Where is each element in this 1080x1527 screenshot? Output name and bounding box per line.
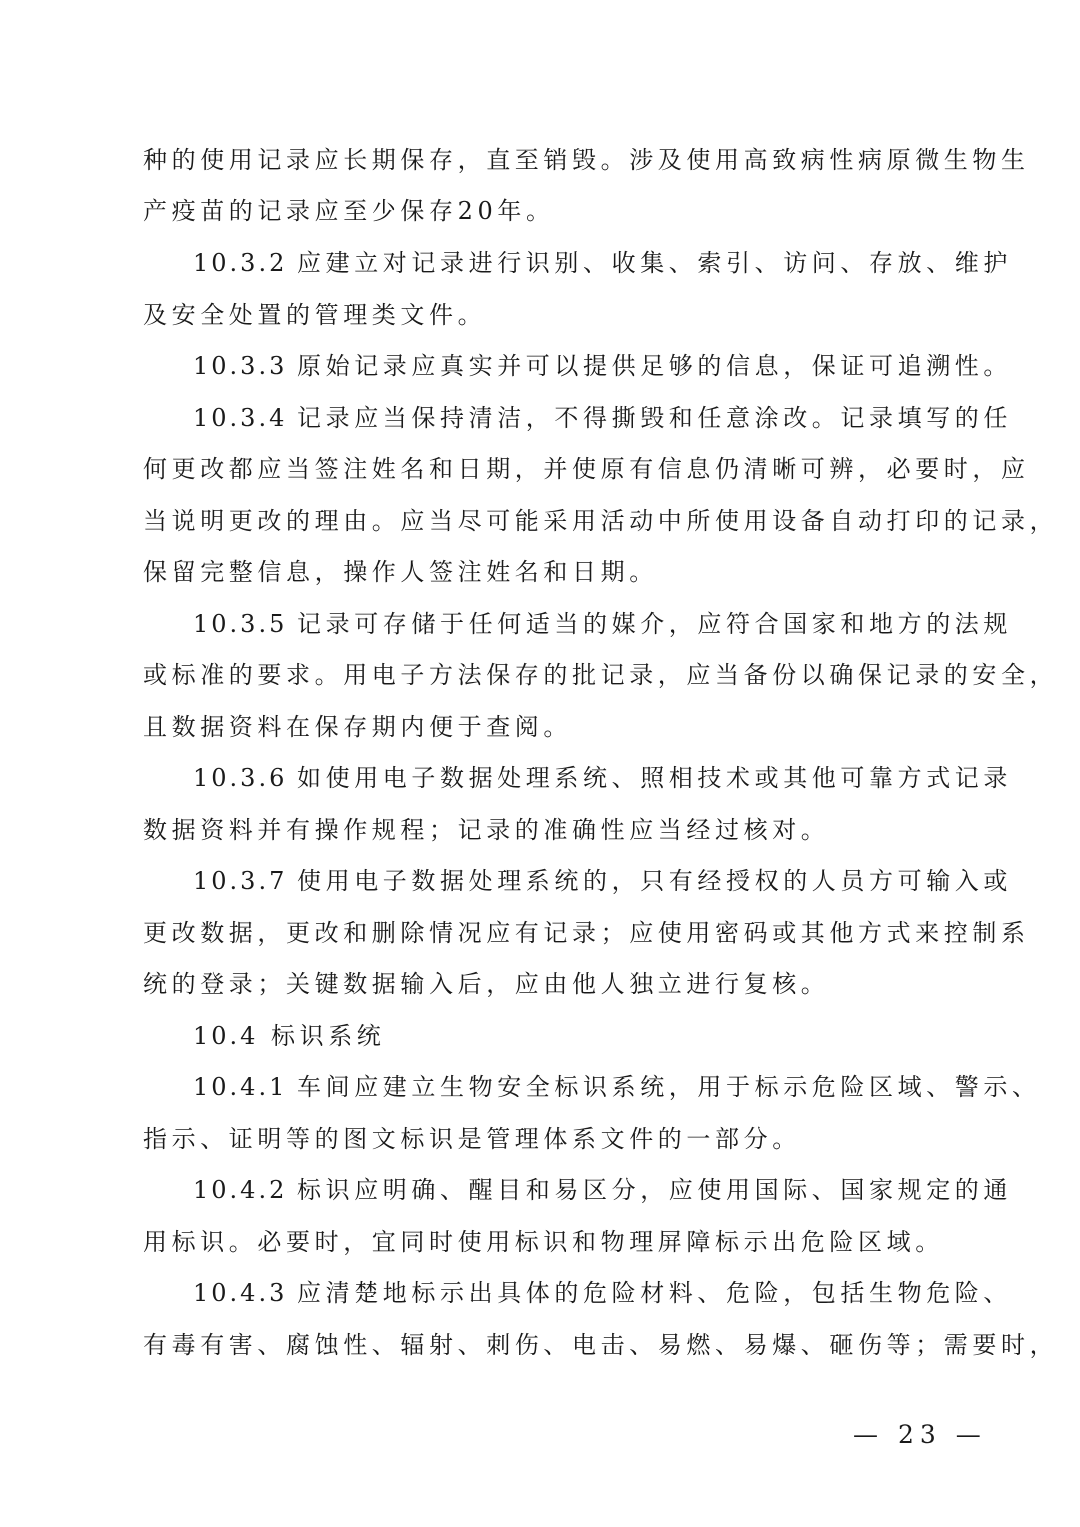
clause-number: 10.3.5 xyxy=(193,610,288,638)
text-line: 或标准的要求。用电子方法保存的批记录，应当备份以确保记录的安全， xyxy=(143,661,1059,689)
clause-text: 标识应明确、醒目和易区分，应使用国际、国家规定的通 xyxy=(297,1176,1012,1204)
clause-text: 应清楚地标示出具体的危险材料、危险，包括生物危险、 xyxy=(297,1279,1012,1307)
text-line: 且数据资料在保存期内便于查阅。 xyxy=(143,713,572,741)
clause-number: 10.4.3 xyxy=(193,1279,288,1307)
clause-10-3-2 xyxy=(193,243,1012,283)
clause-text: 如使用电子数据处理系统、照相技术或其他可靠方式记录 xyxy=(297,764,1012,792)
clause-text: 记录应当保持清洁，不得撕毁和任意涂改。记录填写的任 xyxy=(297,404,1012,432)
page-number: — 23 — xyxy=(853,1420,987,1449)
section-title: 标识系统 xyxy=(271,1022,386,1050)
text-line: 及安全处置的管理类文件。 xyxy=(143,301,487,329)
text-line: 数据资料并有操作规程；记录的准确性应当经过核对。 xyxy=(143,816,830,844)
section-number: 10.4 xyxy=(193,1022,259,1050)
clause-text: 应建立对记录进行识别、收集、索引、访问、存放、维护 xyxy=(297,249,1012,277)
text-line: 当说明更改的理由。应当尽可能采用活动中所使用设备自动打印的记录， xyxy=(143,507,1059,535)
text-line: 有毒有害、腐蚀性、辐射、刺伤、电击、易燃、易爆、砸伤等；需要时， xyxy=(143,1331,1059,1359)
clause-number: 10.3.4 xyxy=(193,404,288,432)
text-line: 产疫苗的记录应至少保存20年。 xyxy=(143,197,555,225)
clause-number: 10.4.1 xyxy=(193,1073,288,1101)
clause-10-3-6 xyxy=(193,758,1012,798)
clause-number: 10.3.2 xyxy=(193,249,288,277)
clause-10-3-4 xyxy=(193,398,1012,438)
text-line: 统的登录；关键数据输入后，应由他人独立进行复核。 xyxy=(143,970,830,998)
clause-10-4-3 xyxy=(193,1273,1012,1313)
clause-10-3-5 xyxy=(193,604,1012,644)
text-line: 种的使用记录应长期保存，直至销毁。涉及使用高致病性病原微生物生 xyxy=(143,146,1030,174)
text-line: 更改数据，更改和删除情况应有记录；应使用密码或其他方式来控制系 xyxy=(143,919,1030,947)
clause-text: 原始记录应真实并可以提供足够的信息，保证可追溯性。 xyxy=(297,352,1012,380)
clause-10-3-3 xyxy=(193,346,1012,386)
clause-text: 车间应建立生物安全标识系统，用于标示危险区域、警示、 xyxy=(297,1073,1041,1101)
clause-10-4-1 xyxy=(193,1067,1041,1107)
text-line: 指示、证明等的图文标识是管理体系文件的一部分。 xyxy=(143,1125,801,1153)
clause-text: 记录可存储于任何适当的媒介，应符合国家和地方的法规 xyxy=(297,610,1012,638)
clause-10-3-7 xyxy=(193,861,1012,901)
clause-number: 10.3.7 xyxy=(193,867,288,895)
text-line: 用标识。必要时，宜同时使用标识和物理屏障标示出危险区域。 xyxy=(143,1228,944,1256)
text-line: 保留完整信息，操作人签注姓名和日期。 xyxy=(143,558,658,586)
clause-10-4-2 xyxy=(193,1170,1012,1210)
text-line: 何更改都应当签注姓名和日期，并使原有信息仍清晰可辨，必要时，应 xyxy=(143,455,1030,483)
clause-text: 使用电子数据处理系统的，只有经授权的人员方可输入或 xyxy=(297,867,1012,895)
clause-number: 10.4.2 xyxy=(193,1176,288,1204)
section-heading-10-4 xyxy=(193,1016,385,1056)
clause-number: 10.3.6 xyxy=(193,764,288,792)
clause-number: 10.3.3 xyxy=(193,352,288,380)
